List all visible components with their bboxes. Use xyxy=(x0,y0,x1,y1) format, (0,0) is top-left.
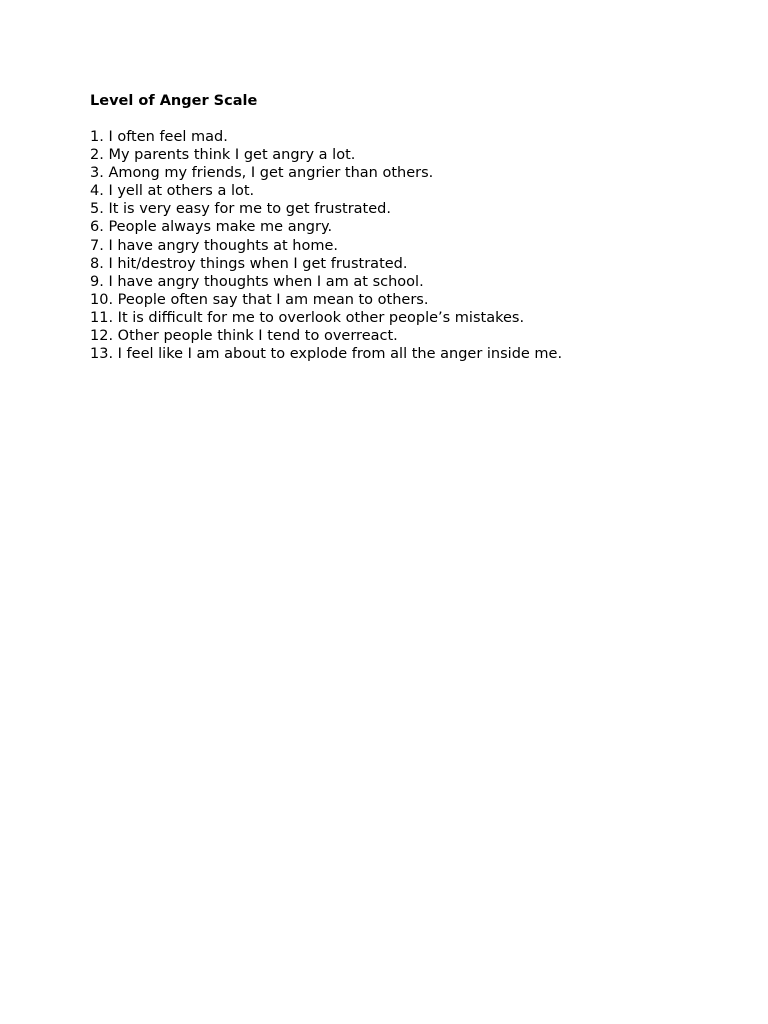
list-item: 12. Other people think I tend to overreact. xyxy=(90,328,398,345)
document-title: Level of Anger Scale xyxy=(90,93,258,109)
list-item: 11. It is difficult for me to overlook other people’s mistakes. xyxy=(90,309,525,326)
list-item: 10. People often say that I am mean to others. xyxy=(90,291,429,308)
list-item: 1. I often feel mad. xyxy=(90,129,228,145)
list-item: 6. People always make me angry. xyxy=(90,219,333,236)
list-item: 4. I yell at others a lot. xyxy=(90,183,255,200)
list-item: 5. It is very easy for me to get frustrated. xyxy=(90,201,391,218)
list-item: 13. I feel like I am about to explode from all the anger inside me. xyxy=(90,346,563,363)
list-item: 2. My parents think I get angry a lot. xyxy=(90,147,356,164)
scale-items-list xyxy=(90,128,562,363)
list-item: 8. I hit/destroy things when I get frustrated. xyxy=(90,255,408,272)
list-item: 9. I have angry thoughts when I am at school. xyxy=(90,273,424,290)
list-item: 3. Among my friends, I get angrier than others. xyxy=(90,165,434,182)
list-item: 7. I have angry thoughts at home. xyxy=(90,237,339,254)
